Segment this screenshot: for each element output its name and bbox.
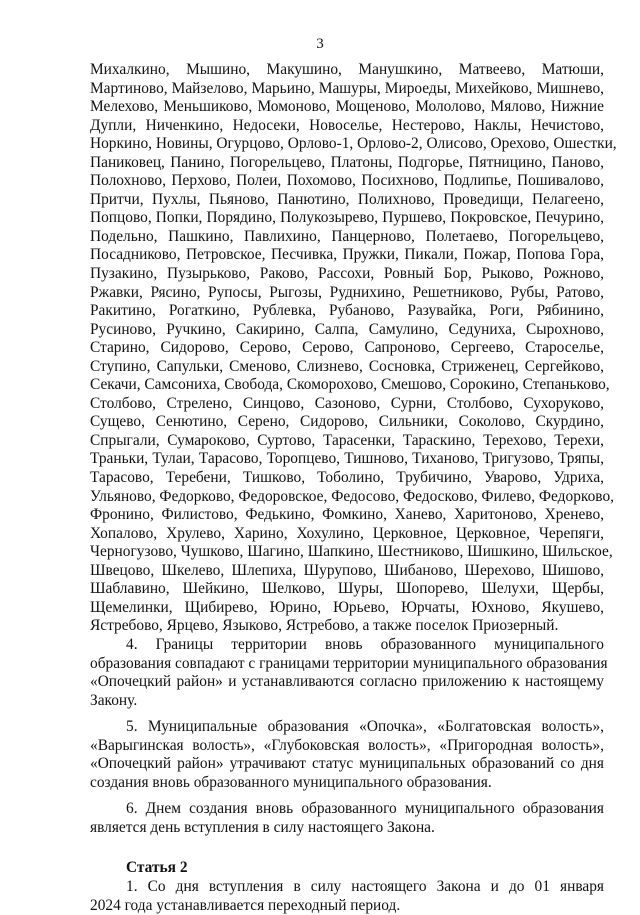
paragraph-4: [90, 635, 608, 710]
page-number: 3: [316, 36, 324, 52]
paragraph-5: [90, 718, 604, 792]
text-line: Ульяново, Федорково, Федоровское, Федосово, Федосково, Филево, Федорково,: [90, 487, 614, 505]
text-line: Русиново, Ручкино, Сакирино, Салпа, Самулино, Седуниха, Сырохново,: [90, 320, 604, 338]
text-line: является день вступления в силу настоящего Закона.: [90, 818, 435, 836]
text-line: Посадниково, Петровское, Песчивка, Пружки, Пикали, Пожар, Попова Гора,: [90, 246, 604, 264]
spacer: [90, 710, 604, 718]
text-line: Ржавки, Рясино, Рупосы, Рыгозы, Руднихино, Решетниково, Рубы, Ратово,: [90, 283, 604, 301]
text-line: Закону.: [90, 691, 138, 709]
text-line: 1. Со дня вступления в силу настоящего Закона и до 01 января: [126, 877, 604, 895]
text-line: «Опочецкий район» утрачивают статус муниципальных образований со дня: [90, 755, 604, 773]
text-line: Секачи, Самсониха, Свобода, Скоморохово, Смешово, Сорокино, Степаньково,: [90, 376, 610, 394]
document-body: [90, 61, 617, 915]
text-line: Притчи, Пухлы, Пьяново, Панютино, Полихново, Проведищи, Пелагеено,: [90, 190, 604, 208]
settlement-list-paragraph: [90, 61, 617, 636]
text-line: «Варыгинская волость», «Глубоковская волость», «Пригородная волость»,: [90, 736, 604, 754]
text-line: Норкино, Новины, Огурцово, Орлово-1, Орлово-2, Олисово, Орехово, Ошестки,: [90, 135, 617, 153]
text-line: 2024 года устанавливается переходный период.: [90, 896, 401, 914]
text-line: Ракитино, Рогаткино, Рублевка, Рубаново, Разувайка, Роги, Рябинино,: [90, 302, 604, 320]
text-line: Спрыгали, Сумароково, Суртово, Тарасенки, Тараскино, Терехово, Терехи,: [90, 431, 604, 449]
text-line: Дупли, Ниченкино, Недосеки, Новоселье, Нестерово, Наклы, Нечистово,: [90, 116, 604, 134]
article-heading: Статья 2: [126, 859, 188, 877]
text-line: Пузакино, Пузырьково, Раково, Рассохи, Ровный Бор, Рыково, Рожново,: [90, 265, 604, 283]
article-2-paragraph-1: [90, 878, 604, 915]
text-line: Михалкино, Мышино, Макушино, Манушкино, Матвеево, Матюши,: [90, 61, 604, 78]
text-line: Полохново, Перхово, Полеи, Похомово, Посихново, Подлипье, Пошивалово,: [90, 172, 604, 190]
text-line: Мартиново, Майзелово, Марьино, Машуры, Мироеды, Михейково, Мишнево,: [90, 79, 604, 97]
spacer: [90, 837, 604, 859]
text-line: Щемелинки, Щибирево, Юрино, Юрьево, Юрчаты, Юхново, Якушево,: [90, 598, 604, 616]
text-line: Ступино, Сапульки, Сменово, Слизнево, Сосновка, Стриженец, Сергейково,: [90, 357, 604, 375]
text-line: 4. Границы территории вновь образованного муниципального: [126, 635, 604, 653]
text-line: создания вновь образованного муниципального образования.: [90, 773, 492, 791]
text-line: 6. Днем создания вновь образованного муниципального образования: [126, 800, 604, 818]
text-line: Подельно, Пашкино, Павлихино, Панцерново, Полетаево, Погорельцево,: [90, 227, 604, 245]
text-line: Швецово, Шкелево, Шлепиха, Шурупово, Шибаново, Шерехово, Шишово,: [90, 561, 604, 579]
text-line: Старино, Сидорово, Серово, Серово, Сапроново, Сергеево, Староселье,: [90, 339, 604, 357]
text-line: Тарасово, Теребени, Тишково, Тоболино, Трубичино, Уварово, Удриха,: [90, 469, 604, 487]
text-line: Ястребово, Ярцево, Языково, Ястребово, а также поселок Приозерный.: [90, 617, 559, 635]
text-line: Траньки, Тулаи, Тарасово, Торопцево, Тишново, Тиханово, Тригузово, Тряпы,: [90, 450, 604, 468]
paragraph-6: [90, 800, 604, 837]
text-line: Столбово, Стрелено, Синцово, Сазоново, Сурни, Столбово, Сухоруково,: [90, 394, 604, 412]
text-line: Черногузово, Чушково, Шагино, Шапкино, Шестниково, Шишкино, Шильское,: [90, 543, 613, 561]
text-line: образования совпадают с границами территории муниципального образования: [90, 654, 608, 672]
text-line: Паниковец, Панино, Погорельцево, Платоны, Подгорье, Пятницино, Паново,: [90, 153, 604, 171]
text-line: «Опочецкий район» и устанавливаются согласно приложению к настоящему: [90, 673, 604, 691]
text-line: Сущево, Сенютино, Серено, Сидорово, Сильники, Соколово, Скурдино,: [90, 413, 604, 431]
spacer: [90, 792, 604, 800]
text-line: Попцово, Попки, Порядино, Полукозырево, Пуршево, Покровское, Печурино,: [90, 209, 604, 227]
text-line: Шаблавино, Шейкино, Шелково, Шуры, Шопорево, Шелухи, Щербы,: [90, 580, 604, 598]
text-line: Фронино, Филистово, Федькино, Фомкино, Ханево, Харитоново, Хренево,: [90, 506, 604, 524]
text-line: Хопалово, Хрулево, Харино, Хохулино, Церковное, Церковное, Черепяги,: [90, 524, 604, 542]
text-line: Мелехово, Меньшиково, Момоново, Мощеново, Мололово, Мялово, Нижние: [90, 98, 604, 116]
text-line: 5. Муниципальные образования «Опочка», «Болгатовская волость»,: [126, 718, 604, 736]
